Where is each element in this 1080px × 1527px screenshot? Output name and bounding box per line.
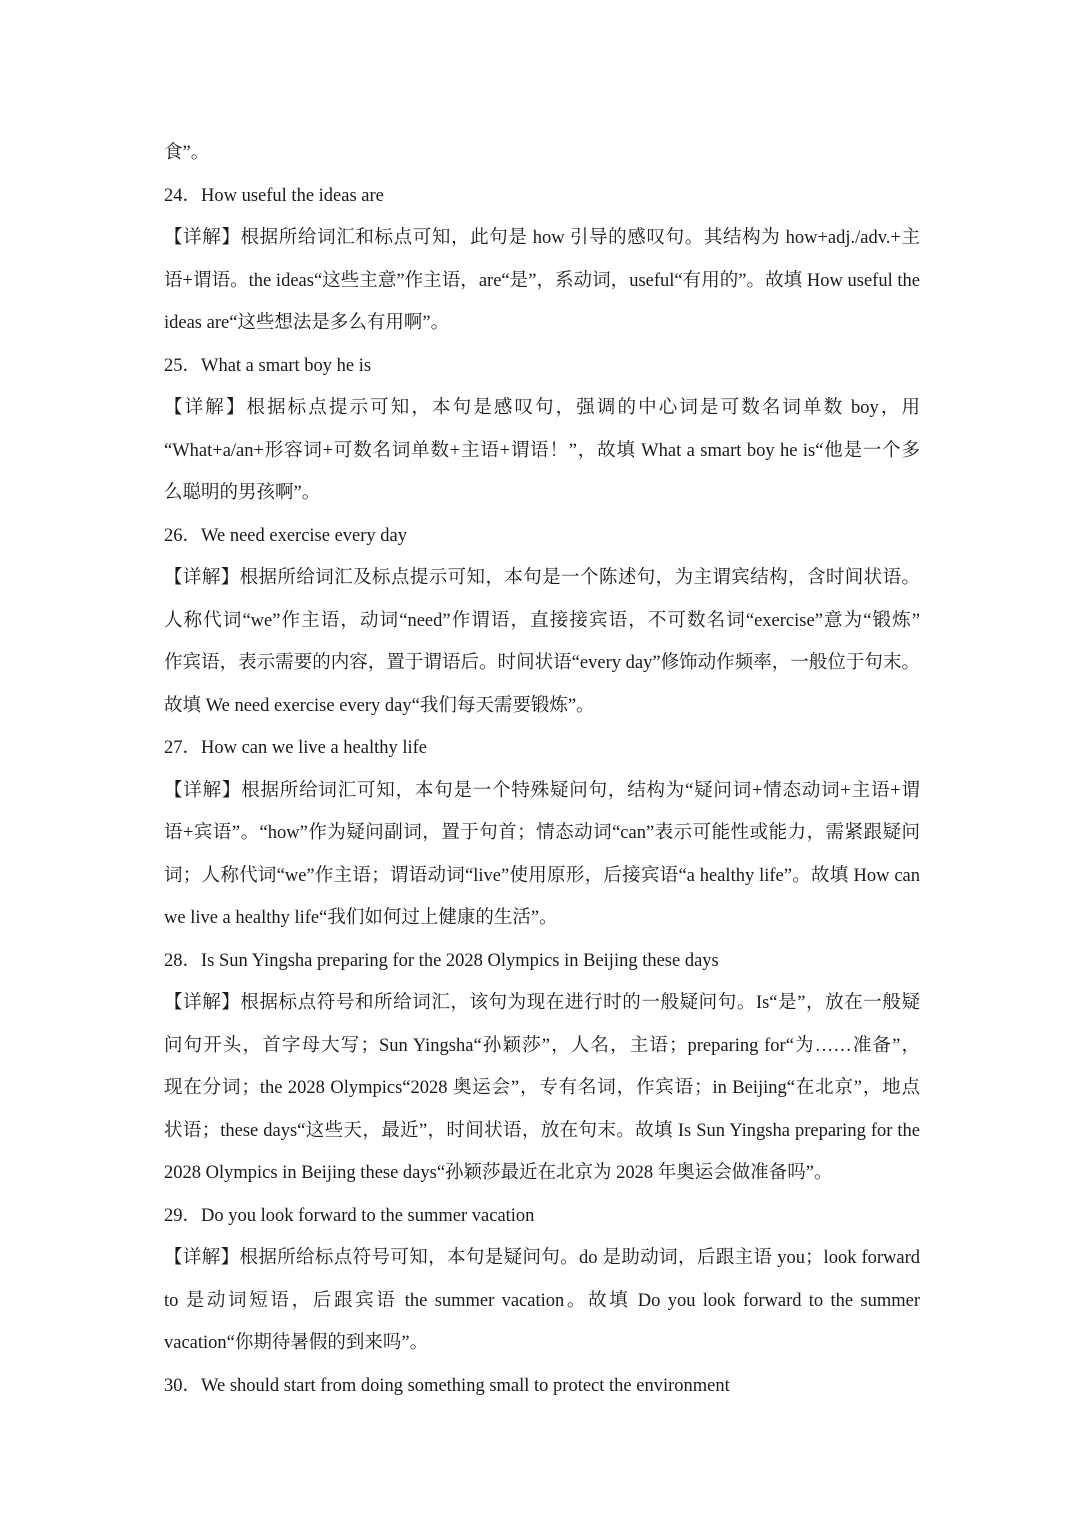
text-line: 么聪明的男孩啊”。 [164, 483, 321, 503]
text-line: 2028 Olympics in Beijing these days“孙颖莎最近在北京为 2028 年奥运会做准备吗”。 [164, 1163, 833, 1183]
text-line: 食”。 [164, 143, 210, 163]
text-line: to 是动词短语，后跟宾语 the summer vacation。故填 Do you look forward to the summer [164, 1290, 920, 1311]
text-line: “What+a/an+形容词+可数名词单数+主语+谓语！”，故填 What a smart boy he is“他是一个多 [164, 440, 920, 461]
text-line: ideas are“这些想法是多么有用啊”。 [164, 313, 450, 333]
text-line: 29．Do you look forward to the summer vacation [164, 1205, 535, 1226]
text-line: 28．Is Sun Yingsha preparing for the 2028 Olympics in Beijing these days [164, 950, 719, 971]
text-line: 25．What a smart boy he is [164, 355, 372, 376]
text-line: 30．We should start from doing something small to protect the environment [164, 1375, 730, 1396]
text-line: 24．How useful the ideas are [164, 185, 384, 206]
document-page [164, 132, 920, 1407]
text-line: 语+谓语。the ideas“这些主意”作主语，are“是”，系动词，useful“有用的”。故填 How useful the [164, 270, 920, 291]
text-line: 作宾语，表示需要的内容，置于谓语后。时间状语“every day”修饰动作频率，一般位于句末。 [164, 653, 920, 673]
text-line: 词；人称代词“we”作主语；谓语动词“live”使用原形，后接宾语“a healthy life”。故填 How can [164, 865, 920, 886]
text-line: 语+宾语”。“how”作为疑问副词，置于句首；情态动词“can”表示可能性或能力，需紧跟疑问 [164, 823, 920, 843]
text-line: 状语；these days“这些天，最近”，时间状语，放在句末。故填 Is Sun Yingsha preparing for the [164, 1120, 920, 1141]
text-line: 27．How can we live a healthy life [164, 738, 428, 758]
text-line: 【详解】根据所给词汇及标点提示可知，本句是一个陈述句，为主谓宾结构，含时间状语。 [164, 568, 920, 588]
text-line: 26．We need exercise every day [164, 525, 408, 546]
text-line: 【详解】根据所给词汇可知，本句是一个特殊疑问句，结构为“疑问词+情态动词+主语+谓 [164, 780, 920, 801]
text-line: 【详解】根据标点提示可知，本句是感叹句，强调的中心词是可数名词单数 boy，用 [164, 398, 920, 418]
text-line: we live a healthy life“我们如何过上健康的生活”。 [164, 908, 558, 928]
text-line: 故填 We need exercise every day“我们每天需要锻炼”。 [164, 695, 595, 716]
text-line: vacation“你期待暑假的到来吗”。 [164, 1333, 429, 1353]
answer-text-block [164, 132, 920, 1407]
text-line: 【详解】根据标点符号和所给词汇，该句为现在进行时的一般疑问句。Is“是”，放在一般疑 [164, 993, 920, 1013]
text-line: 人称代词“we”作主语，动词“need”作谓语，直接接宾语，不可数名词“exercise”意为“锻炼” [164, 610, 920, 631]
text-line: 【详解】根据所给标点符号可知，本句是疑问句。do 是助动词，后跟主语 you；look forward [164, 1248, 920, 1268]
text-line: 现在分词；the 2028 Olympics“2028 奥运会”，专有名词，作宾语；in Beijing“在北京”，地点 [164, 1078, 920, 1098]
text-line: 【详解】根据所给词汇和标点可知，此句是 how 引导的感叹句。其结构为 how+adj./adv.+主 [164, 228, 920, 248]
text-line: 问句开头，首字母大写；Sun Yingsha“孙颖莎”，人名，主语；preparing for“为……准备”， [164, 1035, 920, 1056]
